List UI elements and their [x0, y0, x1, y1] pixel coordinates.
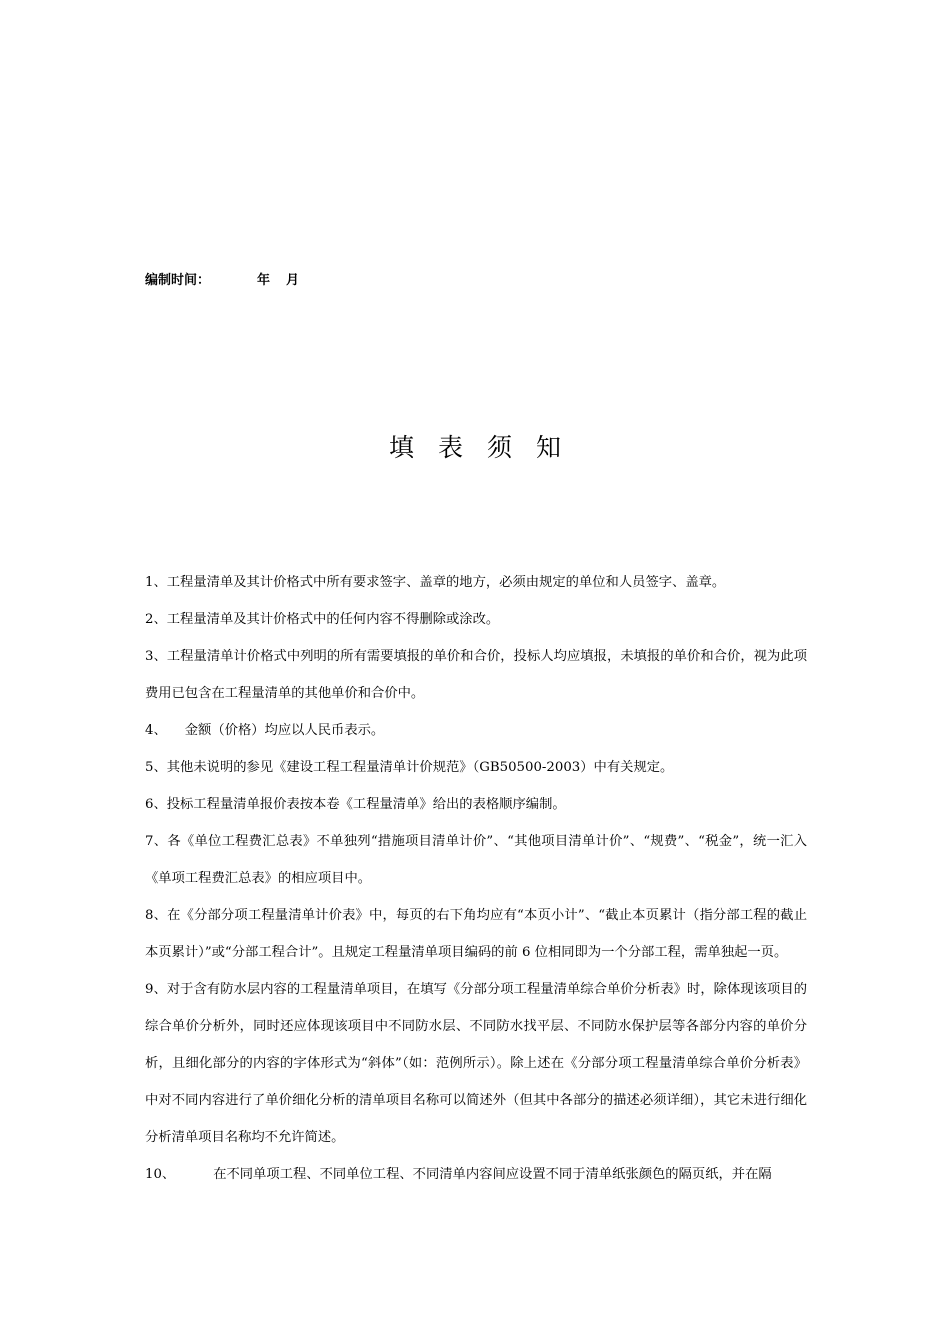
note-item: [145, 823, 807, 897]
note-item: [145, 601, 807, 638]
note-item: [145, 786, 807, 823]
note-number: 5、: [145, 760, 167, 775]
note-number: 1、: [145, 575, 167, 590]
note-item: [145, 564, 807, 601]
note-text: 工程量清单计价格式中列明的所有需要填报的单价和合价，投标人均应填报，未填报的单价和合价，视为此项费用已包含在工程量清单的其他单价和合价中。: [145, 649, 807, 701]
compile-time-label: 编制时间：: [145, 273, 211, 288]
note-text: 各《单位工程费汇总表》不单独列“措施项目清单计价”、“其他项目清单计价”、“规费”、“税金”，统一汇入《单项工程费汇总表》的相应项目中。: [145, 834, 807, 886]
note-number: 2、: [145, 612, 167, 627]
note-item: [145, 971, 807, 1156]
note-item: [145, 712, 807, 749]
note-item: [145, 1156, 807, 1193]
note-text: 对于含有防水层内容的工程量清单项目，在填写《分部分项工程量清单综合单价分析表》时，除体现该项目的综合单价分析外，同时还应体现该项目中不同防水层、不同防水找平层、不同防水保护层等各部分内容的单价分析，且细化部分的内容的字体形式为“斜体”（如：范例所示）。除上述在《分部分项工程量清单综合单价分析表》中对不同内容进行了单价细化分析的清单项目名称可以简述外（但其中各部分的描述必须详细），其它未进行细化分析清单项目名称均不允许简述。: [145, 982, 807, 1145]
note-number: 3、: [145, 649, 167, 664]
month-label: 月: [286, 273, 300, 288]
note-number: 6、: [145, 797, 167, 812]
notes-list: [145, 564, 807, 1193]
compile-time-line: [145, 269, 299, 288]
note-item: [145, 638, 807, 712]
page-title: 填表须知: [388, 433, 585, 462]
note-number: 10、: [145, 1167, 176, 1182]
year-label: 年: [257, 273, 271, 288]
note-text: 工程量清单及其计价格式中的任何内容不得删除或涂改。: [166, 612, 500, 627]
note-number: 9、: [145, 982, 167, 997]
note-text: 金额（价格）均应以人民币表示。: [184, 723, 385, 738]
note-text: 投标工程量清单报价表按本卷《工程量清单》给出的表格顺序编制。: [166, 797, 566, 812]
note-number: 7、: [145, 834, 168, 849]
note-text: 其他未说明的参见《建设工程工程量清单计价规范》（GB50500-2003）中有关规定。: [166, 760, 674, 775]
note-number: 4、: [145, 723, 167, 738]
note-item: [145, 749, 807, 786]
note-number: 8、: [145, 908, 168, 923]
note-text: 在《分部分项工程量清单计价表》中，每页的右下角均应有“本页小计”、“截止本页累计（指分部工程的截止本页累计）”或“分部工程合计”。且规定工程量清单项目编码的前 6 位相同即为一个分部工程，需单独起一页。: [145, 908, 807, 960]
note-item: [145, 897, 807, 971]
note-text: 工程量清单及其计价格式中所有要求签字、盖章的地方，必须由规定的单位和人员签字、盖章。: [166, 575, 726, 590]
note-text: 在不同单项工程、不同单位工程、不同清单内容间应设置不同于清单纸张颜色的隔页纸，并在隔: [213, 1167, 772, 1182]
